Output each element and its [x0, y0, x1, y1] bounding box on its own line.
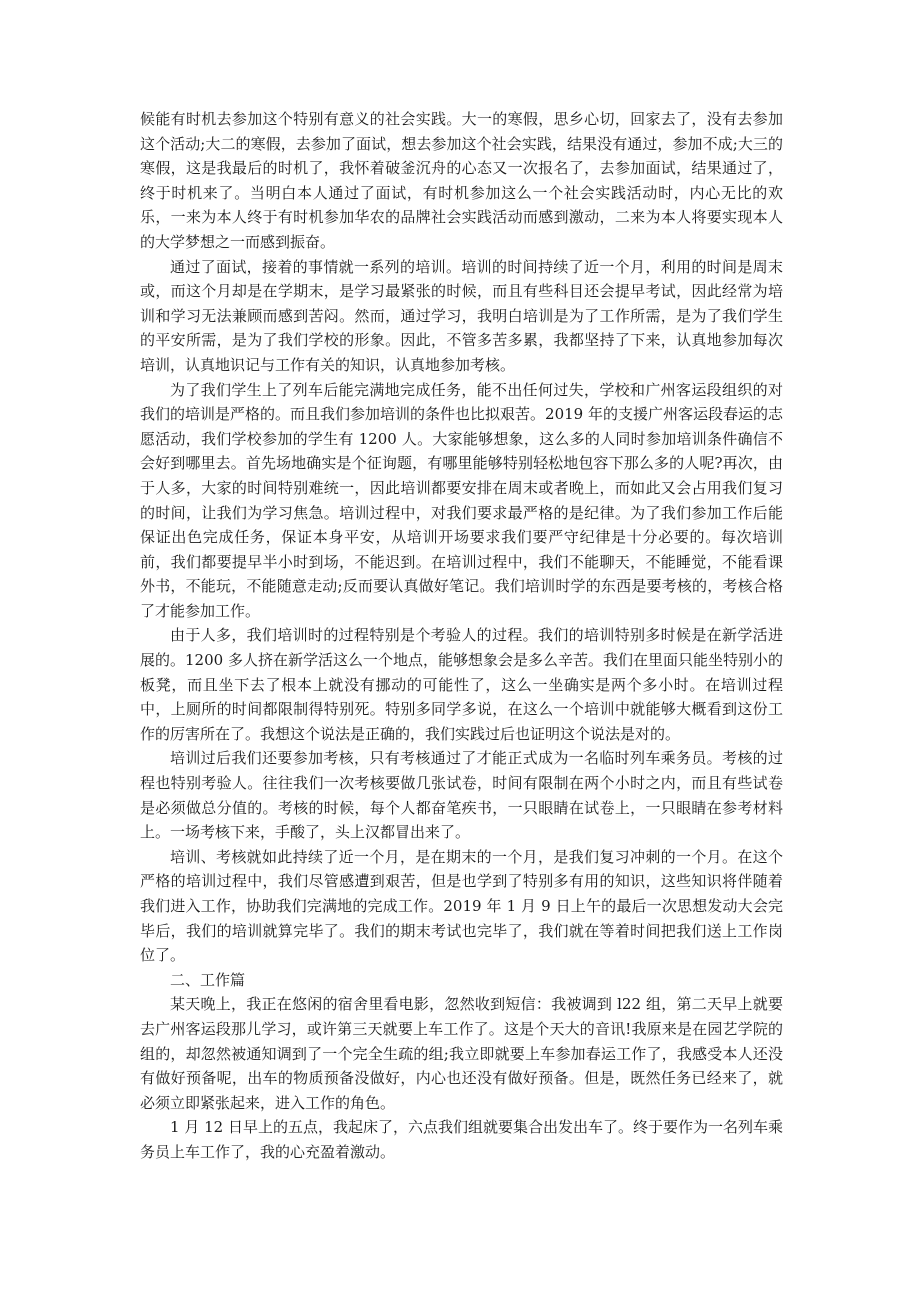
paragraph-training: 通过了面试，接着的事情就一系列的培训。培训的时间持续了近一个月，利用的时间是周末或，而这个月却是在学期末，是学习最紧张的时候，而且有些科目还会提早考试，因此经常为培训和学习无法兼顾而感到苦闷。然而，通过学习，我明白培训是为了工作所需，是为了我们学生的平安所需，是为了我们学校的形象。因此，不管多苦多累，我都坚持了下来，认真地参加每次培训，认真地识记与工作有关的知识，认真地参加考核。	[140, 257, 783, 374]
section-heading-work: 二、工作篇	[170, 970, 246, 989]
paragraph-assessment: 培训过后我们还要参加考核，只有考核通过了才能正式成为一名临时列车乘务员。考核的过程也特别考验人。往往我们一次考核要做几张试卷，时间有限制在两个小时之内，而且有些试卷是必须做总分值的。考核的时候，每个人都奋笔疾书，一只眼睛在试卷上，一只眼睛在参考材料上。一场考核下来，手酸了，头上汉都冒出来了。	[140, 749, 783, 842]
paragraph-training-conditions: 为了我们学生上了列车后能完满地完成任务，能不出任何过失，学校和广州客运段组织的对我们的培训是严格的。而且我们参加培训的条件也比拟艰苦。2019 年的支援广州客运段春运的志愿活动，我们学校参加的学生有 1200 人。大家能够想象，这么多的人同时参加培训条件确信不会好到哪里去。首先场地确实是个征询题，有哪里能够特别轻松地包容下那么多的人呢?再次，由于人多，大家的时间特别难统一，因此培训都要安排在周末或者晚上，而如此又会占用我们复习的时间，让我们为学习焦急。培训过程中，对我们要求最严格的是纪律。为了我们参加工作后能保证出色完成任务，保证本身平安，从培训开场要求我们要严守纪律是十分必要的。每次培训前，我们都要提早半小时到场，不能迟到。在培训过程中，我们不能聊天，不能睡觉，不能看课外书，不能玩，不能随意走动;反而要认真做好笔记。我们培训时学的东西是要考核的，考核合格了才能参加工作。	[140, 380, 783, 620]
paragraph-departure: 1 月 12 日早上的五点，我起床了，六点我们组就要集合出发出车了。终于要作为一名列车乘务员上车工作了，我的心充盈着激动。	[140, 1118, 783, 1161]
paragraph-training-summary: 培训、考核就如此持续了近一个月，是在期末的一个月，是我们复习冲刺的一个月。在这个严格的培训过程中，我们尽管感遭到艰苦，但是也学到了特别多有用的知识，这些知识将伴随着我们进入工作，协助我们完满地的完成工作。2019 年 1 月 9 日上午的最后一次思想发动大会完毕后，我们的培训就算完毕了。我们的期末考试也完毕了，我们就在等着时间把我们送上工作岗位了。	[140, 847, 783, 965]
paragraph-training-process: 由于人多，我们培训时的过程特别是个考验人的过程。我们的培训特别多时候是在新学活进展的。1200 多人挤在新学活这么一个地点，能够想象会是多么辛苦。我们在里面只能坐特别小的板凳，而且坐下去了根本上就没有挪动的可能性了，这么一坐确实是两个多小时。在培训过程中，上厕所的时间都限制得特别死。特别多同学多说，在这么一个培训中就能够大概看到这份工作的厉害所在了。我想这个说法是正确的，我们实践过后也证明这个说法是对的。	[140, 626, 783, 743]
document-page	[140, 107, 783, 1165]
paragraph-work-notice: 某天晚上，我正在悠闲的宿舍里看电影，忽然收到短信：我被调到 l22 组，第二天早上就要去广州客运段那儿学习，或许第三天就要上车工作了。这是个天大的音讯!我原来是在园艺学院的组的，却忽然被通知调到了一个完全生疏的组;我立即就要上车参加春运工作了，我感受本人还没有做好预备呢，出车的物质预备没做好，内心也还没有做好预备。但是，既然任务已经来了，就必须立即紧张起来，进入工作的角色。	[140, 995, 783, 1112]
paragraph-continuation: 候能有时机去参加这个特别有意义的社会实践。大一的寒假，思乡心切，回家去了，没有去参加这个活动;大二的寒假，去参加了面试，想去参加这个社会实践，结果没有通过，参加不成;大三的寒假，这是我最后的时机了，我怀着破釜沉舟的心态又一次报名了，去参加面试，结果通过了，终于时机来了。当明白本人通过了面试，有时机参加这么一个社会实践活动时，内心无比的欢乐，一来为本人终于有时机参加华农的品牌社会实践活动而感到激动，二来为本人将要实现本人的大学梦想之一而感到振奋。	[140, 110, 783, 251]
